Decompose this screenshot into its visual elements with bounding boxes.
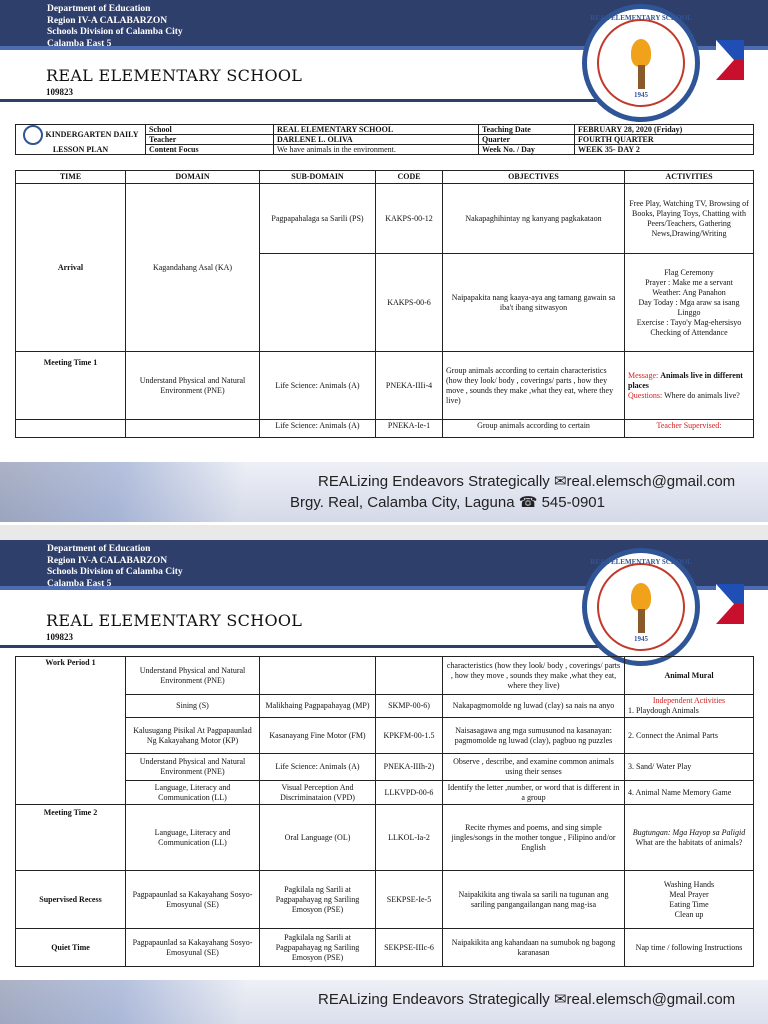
- table-row: Kalusugang Pisikal At Pagpapaunlad Ng Kakayahang Motor (KP) Kasanayang Fine Motor (FM) KPKFM-00-1.5 Naisasagawa ang mga sumusunod na kasanayan: pagmomolde ng luwad (clay), pagbuo ng puzzles 2. Connect the Animal Parts: [16, 718, 754, 754]
- mail-icon: ✉: [553, 991, 567, 1008]
- phone: 545-0901: [541, 494, 605, 511]
- header-lines: Department of Education Region IV-A CALABARZON Schools Division of Calamba City Calamba East 5: [47, 4, 183, 49]
- table-row: Supervised Recess Pagpapaunlad sa Kakayahang Sosyo-Emosyunal (SE) Pagkilala ng Sarili at Pagpapahayag ng Sariling Emosyon (PSE) SEKPSE-Ie-5 Naipakikita ang tiwala sa sarili na tugunan ang sariling pangangailangan nang mag-isa Washing Hands Meal Prayer Eating Time Clean up: [16, 871, 754, 929]
- address: Brgy. Real, Calamba City, Laguna: [290, 494, 515, 511]
- footer: [0, 980, 768, 1024]
- info-table: KINDERGARTEN DAILY LESSON PLAN School REAL ELEMENTARY SCHOOL Teaching Date FEBRUARY 28, 2020 (Friday) Teacher DARLENE L. OLIVA Quarter FOURTH QUARTER Content Focus We have animals in the environment. Week No. / Day WEEK 35- DAY 2: [15, 124, 754, 155]
- table-row: KAKPS-00-6 Naipapakita nang kaaya-aya ang tamang gawain sa iba't ibang sitwasyon Flag Ceremony Prayer : Make me a servant Weather: Ang Panahon Day Today : Mga araw sa isang Linggo Exercise : Tayo'y Mag-ehersisyo Checking of Attendance: [16, 254, 754, 352]
- motto: REALizing Endeavors Strategically: [318, 473, 550, 490]
- mail-icon: ✉: [553, 473, 567, 490]
- header-rule: [0, 99, 640, 102]
- page-gap: [0, 525, 768, 540]
- lesson-plan-table-2: [15, 656, 754, 967]
- phone-icon: ☎: [518, 494, 538, 511]
- col-time: TIME: [16, 171, 126, 184]
- school-name: REAL ELEMENTARY SCHOOL: [46, 66, 303, 85]
- school-name: REAL ELEMENTARY SCHOOL: [46, 611, 303, 630]
- flag-icon: [716, 40, 744, 80]
- table-row: Sining (S) Malikhaing Pagpapahayag (MP) SKMP-00-6) Nakapagmomolde ng luwad (clay) sa nais na anyo Independent Activities 1. Playdough Animals: [16, 695, 754, 718]
- table-row: Understand Physical and Natural Environment (PNE) Life Science: Animals (A) PNEKA-IIIh-2) Observe , describe, and examine common animals using their senses 3. Sand/ Water Play: [16, 754, 754, 781]
- school-seal-icon: REAL ELEMENTARY SCHOOL 1945: [582, 4, 700, 122]
- deped-logo-icon: [23, 125, 43, 145]
- school-id: 109823: [46, 87, 73, 97]
- col-activities: ACTIVITIES: [625, 171, 754, 184]
- table-row: Meeting Time 1 Understand Physical and Natural Environment (PNE) Life Science: Animals (A) PNEKA-IIIi-4 Group animals according to certain characteristics (how they look/ body , coverings/ parts , how they move , sounds they make ,what they eat, where they live) Message: Animals live in different places Questions: Where do animals live?: [16, 352, 754, 420]
- table-row: Meeting Time 2 Language, Literacy and Communication (LL) Oral Language (OL) LLKOL-Ia-2 Recite rhymes and poems, and sing simple jingles/songs in the mother tongue , Filipino and/or English Bugtungan: Mga Hayop sa Paligid What are the habitats of animals?: [16, 805, 754, 871]
- col-code: CODE: [376, 171, 443, 184]
- flag-icon: [716, 584, 744, 624]
- email: real.elemsch@gmail.com: [566, 473, 736, 490]
- table-row: Language, Literacy and Communication (LL) Visual Perception And Discriminataion (VPD) LLKVPD-00-6 Identify the letter ,number, or word that is different in a group 4. Animal Name Memory Game: [16, 781, 754, 805]
- footer: [0, 462, 768, 522]
- motto: REALizing Endeavors Strategically: [318, 991, 550, 1008]
- school-id: 109823: [46, 632, 73, 642]
- school-seal-icon: REAL ELEMENTARY SCHOOL 1945: [582, 548, 700, 666]
- header-rule: [0, 645, 640, 648]
- lesson-plan-table-1: [15, 170, 754, 438]
- col-subdomain: SUB-DOMAIN: [260, 171, 376, 184]
- col-domain: DOMAIN: [126, 171, 260, 184]
- table-row: Work Period 1 Understand Physical and Natural Environment (PNE) characteristics (how they look/ body , coverings/ parts , how they move , sounds they make ,what they eat, where they live) Animal Mural: [16, 657, 754, 695]
- dlp-title: KINDERGARTEN DAILY LESSON PLAN: [16, 125, 146, 155]
- table-row: Life Science: Animals (A) PNEKA-Ie-1 Group animals according to certain Teacher Supervised:: [16, 420, 754, 438]
- col-objectives: OBJECTIVES: [443, 171, 625, 184]
- email: real.elemsch@gmail.com: [566, 991, 736, 1008]
- table-row: Arrival Kagandahang Asal (KA) Pagpapahalaga sa Sarili (PS) KAKPS-00-12 Nakapaghihintay ng kanyang pagkakataon Free Play, Watching TV, Browsing of Books, Playing Toys, Chatting with Peers/Teachers, Gathering News,Drawing/Writing: [16, 184, 754, 254]
- table-row: Quiet Time Pagpapaunlad sa Kakayahang Sosyo-Emosyunal (SE) Pagkilala ng Sarili at Pagpapahayag ng Sariling Emosyon (PSE) SEKPSE-IIIc-6 Naipakikita ang kahandaan na sumubok ng bagong karanasan Nap time / following Instructions: [16, 929, 754, 967]
- header-lines: Department of Education Region IV-A CALABARZON Schools Division of Calamba City Calamba East 5: [47, 544, 183, 589]
